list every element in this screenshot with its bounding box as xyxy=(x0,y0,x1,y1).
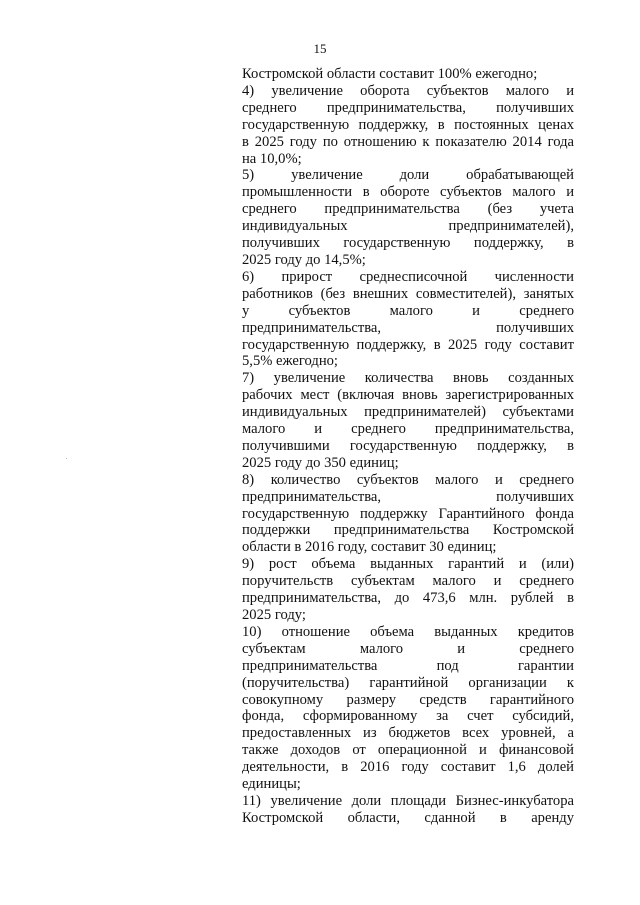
document-line: предпринимательства, до 473,6 млн. рублей в xyxy=(242,590,574,607)
document-line: индивидуальных предпринимателей) субъектами xyxy=(242,404,574,421)
document-line: предпринимательства, получивших xyxy=(242,319,574,336)
document-line: 2025 году до 14,5%; xyxy=(242,251,366,268)
document-line: среднего предпринимательства, получивших xyxy=(242,99,574,116)
document-line: малого и среднего предпринимательства, xyxy=(242,421,574,438)
document-line: субъектам малого и среднего xyxy=(242,640,574,657)
document-body xyxy=(242,66,574,827)
document-line: 8) количество субъектов малого и среднего xyxy=(242,471,574,488)
document-line: индивидуальных предпринимателей), xyxy=(242,218,574,235)
document-line: промышленности в обороте субъектов малого и xyxy=(242,184,574,201)
document-line: 6) прирост среднесписочной численности xyxy=(242,268,574,285)
document-line: поддержки предпринимательства Костромской xyxy=(242,522,574,539)
margin-dot xyxy=(66,458,67,459)
document-line: фонда, сформированному за счет субсидий, xyxy=(242,708,574,725)
document-line: единицы; xyxy=(242,776,301,793)
document-line: в 2025 году по отношению к показателю 2014 года xyxy=(242,133,574,150)
document-line: 4) увеличение оборота субъектов малого и xyxy=(242,82,574,99)
document-line: совокупному размеру средств гарантийного xyxy=(242,691,574,708)
document-line: 7) увеличение количества вновь созданных xyxy=(242,370,574,387)
document-line: 11) увеличение доли площади Бизнес-инкубатора xyxy=(242,792,574,809)
document-line: 2025 году; xyxy=(242,607,306,623)
document-line: 5,5% ежегодно; xyxy=(242,353,338,370)
document-line: рабочих мест (включая вновь зарегистрированных xyxy=(242,387,574,404)
document-line: предоставленных из бюджетов всех уровней, а xyxy=(242,725,574,742)
document-line: предпринимательства под гарантии xyxy=(242,657,574,674)
document-line: среднего предпринимательства (без учета xyxy=(242,201,574,218)
document-line: деятельности, в 2016 году составит 1,6 долей xyxy=(242,759,574,776)
document-line: Костромской области составит 100% ежегодно; xyxy=(242,66,538,82)
document-line: Костромской области, сданной в аренду xyxy=(242,809,574,826)
document-line: получивших государственную поддержку, в xyxy=(242,235,574,252)
document-line: 9) рост объема выданных гарантий и (или) xyxy=(242,556,574,573)
document-line: получившими государственную поддержку, в xyxy=(242,437,574,454)
document-line: поручительств субъектам малого и среднего xyxy=(242,573,574,590)
document-line: государственную поддержку, в постоянных ценах xyxy=(242,116,574,133)
document-line: (поручительства) гарантийной организации к xyxy=(242,674,574,691)
document-line: области в 2016 году, составит 30 единиц; xyxy=(242,539,497,556)
document-line: у субъектов малого и среднего xyxy=(242,302,574,319)
document-line: государственную поддержку, в 2025 году составит xyxy=(242,336,574,353)
page-number: 15 xyxy=(313,41,327,56)
document-line: государственную поддержку Гарантийного фонда xyxy=(242,505,574,522)
document-line: работников (без внешних совместителей), занятых xyxy=(242,285,574,302)
document-line: 10) отношение объема выданных кредитов xyxy=(242,623,574,640)
document-line: предпринимательства, получивших xyxy=(242,488,574,505)
document-line: 5) увеличение доли обрабатывающей xyxy=(242,167,574,184)
document-line: также доходов от операционной и финансовой xyxy=(242,742,574,759)
document-line: на 10,0%; xyxy=(242,150,302,167)
document-line: 2025 году до 350 единиц; xyxy=(242,454,399,471)
